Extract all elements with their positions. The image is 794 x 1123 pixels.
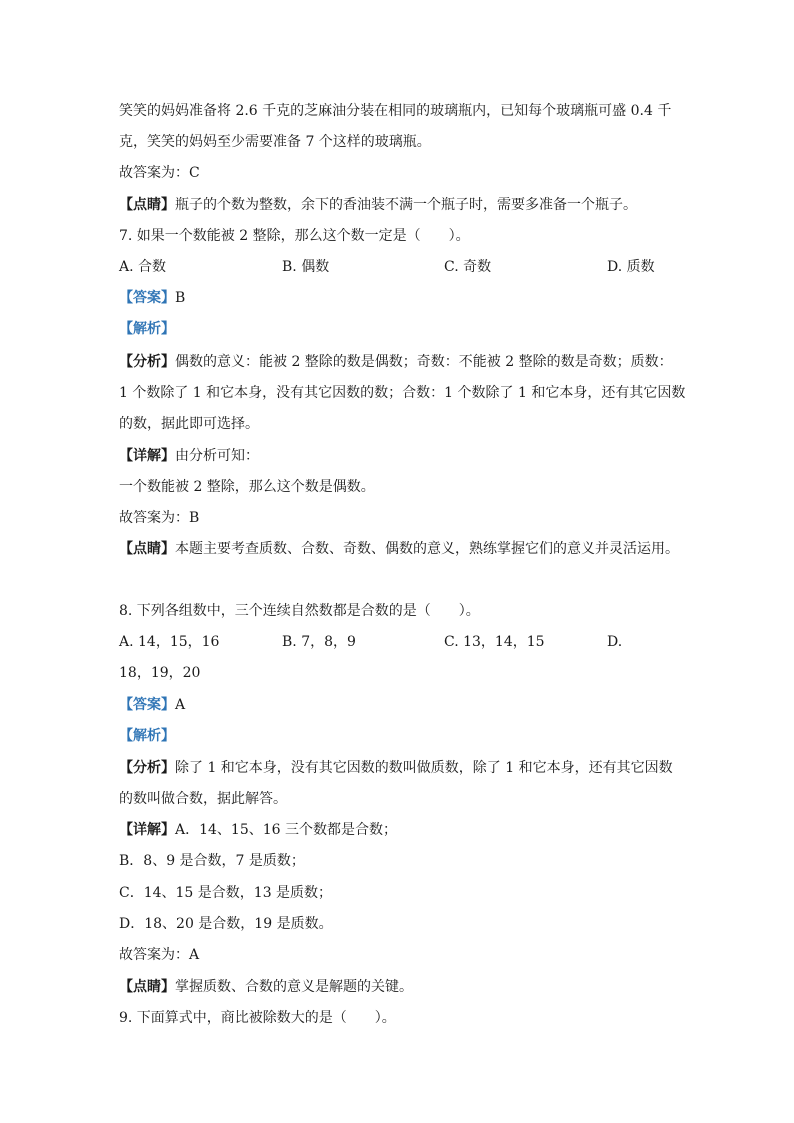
q7-fenxi-line-1 — [119, 352, 673, 372]
q9-question: 9. 下面算式中，商比被除数大的是（ ）。 — [119, 1010, 396, 1026]
detail-text: 由分析可知： — [175, 448, 259, 464]
q8-result: 故答案为：A — [119, 947, 200, 963]
q8-option-b: B. 7，8，9 — [282, 634, 356, 650]
detail-tag: 【详解】 — [119, 448, 175, 464]
q8-question: 8. 下列各组数中，三个连续自然数都是合数的是（ ）。 — [119, 603, 480, 619]
q6-result: 故答案为：C — [119, 165, 200, 181]
answer-value: A — [175, 697, 186, 713]
note-text: 本题主要考查质数、合数、奇数、偶数的意义，熟练掌握它们的意义并灵活运用。 — [175, 541, 679, 557]
note-tag: 【点睛】 — [119, 541, 175, 557]
fenxi-tag: 【分析】 — [119, 354, 175, 370]
q8-detail — [119, 820, 397, 840]
detail-tag: 【详解】 — [119, 822, 175, 838]
q8-detail-d: D．18、20 是合数，19 是质数。 — [119, 916, 333, 932]
q8-detail-b: B．8、9 是合数，7 是质数； — [119, 853, 305, 869]
q8-option-d-value: 18，19，20 — [119, 665, 201, 681]
q7-fenxi-line-3: 的数，据此即可选择。 — [119, 416, 259, 432]
q7-option-a: A. 合数 — [119, 259, 167, 275]
answer-tag: 【答案】 — [119, 290, 175, 306]
analysis-tag: 【解析】 — [119, 321, 175, 337]
note-text: 瓶子的个数为整数，余下的香油装不满一个瓶子时，需要多准备一个瓶子。 — [175, 197, 637, 213]
q7-option-d: D. 质数 — [607, 259, 655, 275]
q7-option-b: B. 偶数 — [282, 259, 330, 275]
q8-option-a: A. 14，15，16 — [119, 634, 220, 650]
q7-analysis-heading — [119, 319, 175, 339]
q6-explanation-line-2: 克，笑笑的妈妈至少需要准备 7 个这样的玻璃瓶。 — [119, 134, 431, 150]
q8-analysis-heading — [119, 726, 175, 746]
detail-text: A．14、15、16 三个数都是合数； — [175, 822, 398, 838]
fenxi-text: 除了 1 和它本身，没有其它因数的数叫做质数，除了 1 和它本身，还有其它因数 — [175, 760, 673, 776]
q8-answer — [119, 695, 185, 715]
answer-value: B — [175, 290, 186, 306]
note-text: 掌握质数、合数的意义是解题的关键。 — [175, 979, 413, 995]
q7-option-c: C. 奇数 — [444, 259, 492, 275]
q8-option-c: C. 13，14，15 — [444, 634, 545, 650]
q8-fenxi-line-2: 的数叫做合数，据此解答。 — [119, 791, 287, 807]
fenxi-text: 偶数的意义：能被 2 整除的数是偶数；奇数：不能被 2 整除的数是奇数；质数： — [175, 354, 673, 370]
note-tag: 【点睛】 — [119, 197, 175, 213]
q8-detail-c: C．14、15 是合数，13 是质数； — [119, 885, 333, 901]
q6-note — [119, 195, 637, 215]
q7-note — [119, 539, 679, 559]
q7-answer — [119, 288, 185, 308]
q6-explanation-line-1: 笑笑的妈妈准备将 2.6 千克的芝麻油分装在相同的玻璃瓶内，已知每个玻璃瓶可盛 0.4 千 — [119, 103, 672, 119]
q8-fenxi-line-1 — [119, 758, 673, 778]
answer-tag: 【答案】 — [119, 697, 175, 713]
q8-note — [119, 977, 413, 997]
q7-detail — [119, 446, 259, 466]
fenxi-tag: 【分析】 — [119, 760, 175, 776]
q7-fenxi-line-2: 1 个数除了 1 和它本身，没有其它因数的数；合数：1 个数除了 1 和它本身，还有其它因数 — [119, 385, 686, 401]
note-tag: 【点睛】 — [119, 979, 175, 995]
q8-option-d: D. — [607, 634, 623, 650]
analysis-tag: 【解析】 — [119, 728, 175, 744]
q7-result: 故答案为：B — [119, 510, 200, 526]
q7-question: 7. 如果一个数能被 2 整除，那么这个数一定是（ ）。 — [119, 228, 470, 244]
q7-detail-line-2: 一个数能被 2 整除，那么这个数是偶数。 — [119, 479, 375, 495]
